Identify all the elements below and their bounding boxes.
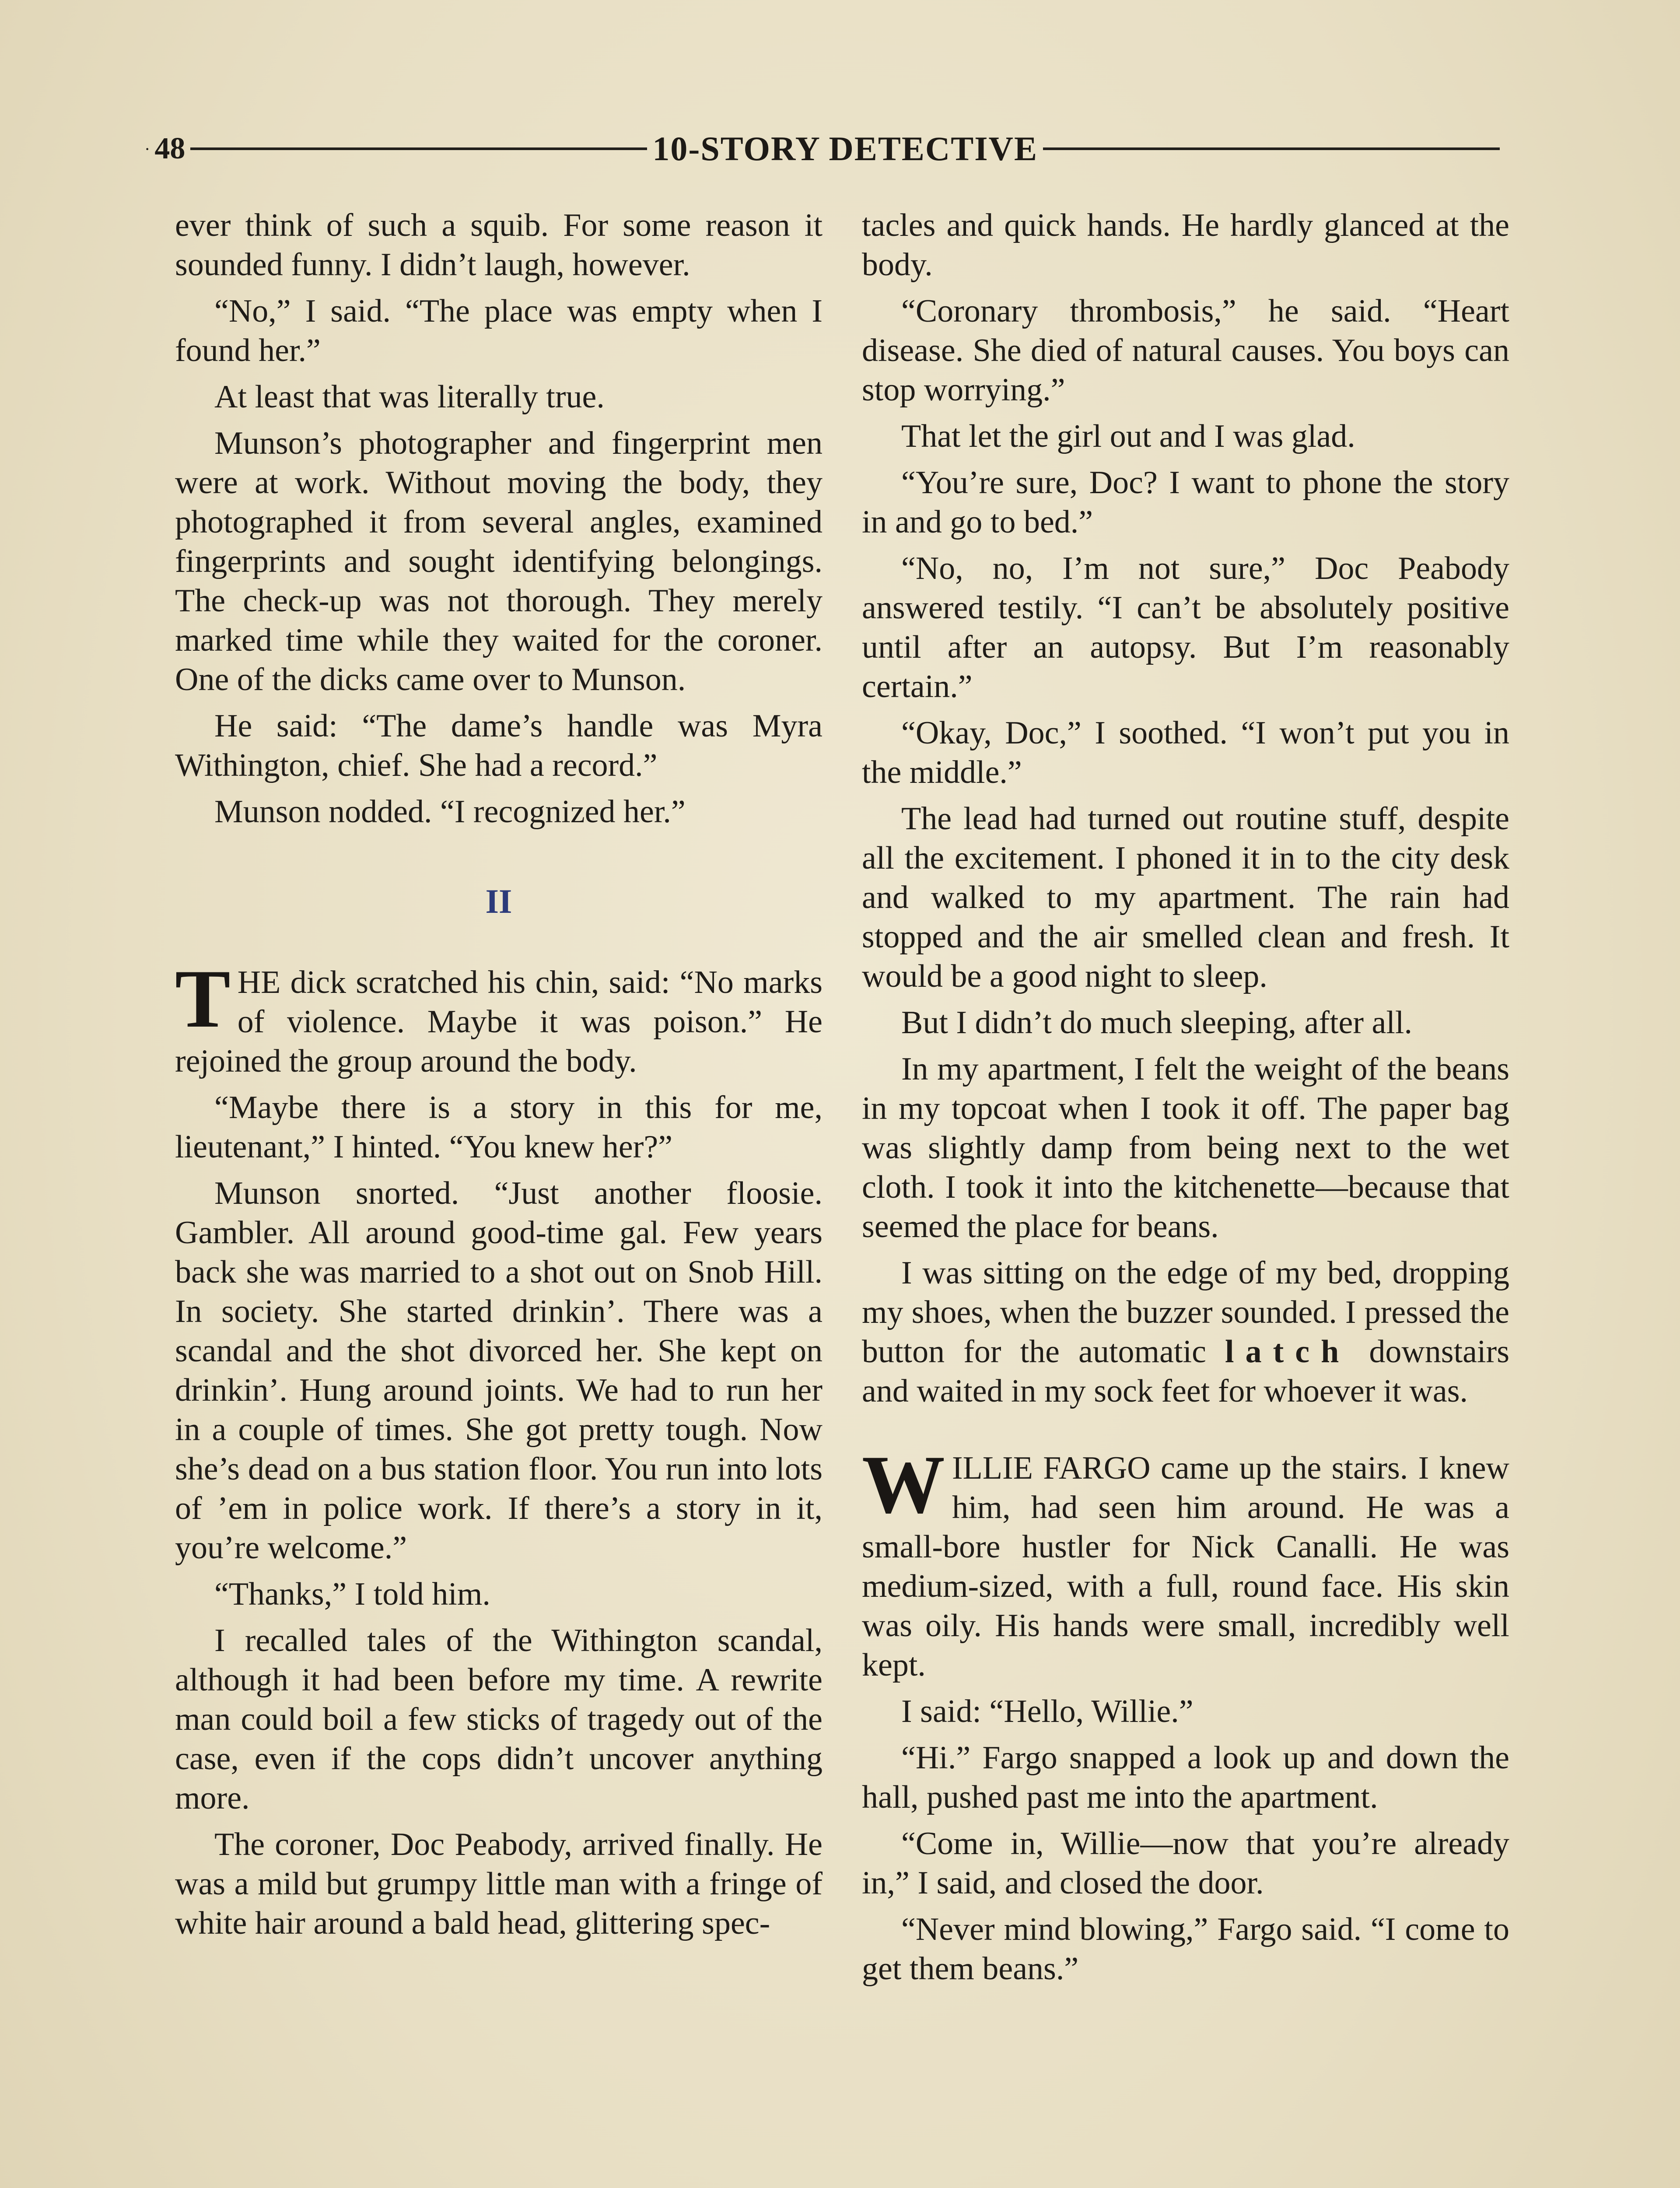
paragraph: I said: “Hello, Willie.” [901, 1694, 1194, 1729]
header-rule-left [190, 147, 647, 150]
page-number: 48 [154, 132, 186, 165]
paragraph: “Coronary thrombosis,” he said. “Heart disease. She died of natural causes. You boys can stop worrying.” [862, 293, 1509, 408]
paragraph: “Maybe there is a story in this for me, lieutenant,” I hinted. “You knew her?” [175, 1090, 822, 1165]
dropcap-paragraph [862, 1439, 1509, 1685]
paragraph: I recalled tales of the Withington scandal, although it had been before my time. A rewrite man could boil a few sticks of tragedy out of the case, even if the cops didn’t uncover anything more. [175, 1623, 822, 1816]
paragraph: “Thanks,” I told him. [214, 1576, 490, 1612]
paragraph: But I didn’t do much sleeping, after all. [901, 1005, 1412, 1041]
paragraph: “No,” I said. “The place was empty when I found her.” [175, 293, 822, 368]
latch-paragraph-start: I was sitting on the edge of my bed, dropping my shoes, when the buzzer sounded. I pressed the button for the automatic [862, 1255, 1509, 1370]
page-header [144, 125, 1505, 173]
latch-paragraph [862, 1253, 1509, 1411]
latch-paragraph-end: downstairs and waited in my sock feet for whoever it was. [862, 1334, 1509, 1409]
paragraph: That let the girl out and I was glad. [901, 418, 1355, 454]
paragraph: Munson snorted. “Just another floosie. Gambler. All around good-time gal. Few years back she was married to a shot out on Snob Hill. In society. She started drinkin’. There was a scandal and the shot divorced her. She kept on drinkin’. Hung around joints. We had to run her in a couple of times. She got pretty tough. Now she’s dead on a bus station floor. You run into lots of ’em in police work. If there’s a story in it, you’re welcome.” [175, 1175, 822, 1566]
paragraph: He said: “The dame’s handle was Myra Withington, chief. She had a record.” [175, 708, 822, 783]
paragraph: Munson’s photographer and fingerprint men were at work. Without moving the body, they photographed it from several angles, examined fingerprints and sought identifying belongings. The check-up was not thorough. They merely marked time while they waited for the coroner. One of the dicks came over to Munson. [175, 425, 822, 698]
magazine-title: 10-STORY DETECTIVE [652, 130, 1038, 168]
paragraph: In my apartment, I felt the weight of the beans in my topcoat when I took it off. The paper bag was slightly damp from being next to the wet cloth. I took it into the kitchenette—because that seemed the place for beans. [862, 1051, 1509, 1245]
paragraph: The coroner, Doc Peabody, arrived finally. He was a mild but grumpy little man with a fringe of white hair around a bald head, glittering spec- [175, 1827, 822, 1941]
paragraph: tacles and quick hands. He hardly glanced at the body. [862, 207, 1509, 283]
latch-word: latch [1225, 1334, 1351, 1370]
paragraph: Munson nodded. “I recognized her.” [214, 794, 686, 830]
right-column [862, 206, 1509, 1995]
dropcap-paragraph [175, 953, 822, 1081]
paragraph: “You’re sure, Doc? I want to phone the story in and go to bed.” [862, 465, 1509, 540]
drop-cap: T [175, 953, 231, 1045]
paragraph: ever think of such a squib. For some reason it sounded funny. I didn’t laugh, however. [175, 207, 822, 283]
section-break [862, 1418, 1509, 1448]
drop-cap: W [862, 1439, 945, 1531]
header-dot: · [144, 139, 150, 159]
paragraph: “Okay, Doc,” I soothed. “I won’t put you in the middle.” [862, 715, 1509, 790]
paragraph: At least that was literally true. [214, 379, 605, 415]
paragraph: “Hi.” Fargo snapped a look up and down the hall, pushed past me into the apartment. [862, 1740, 1509, 1815]
section-number: II [485, 882, 512, 920]
paragraph: The lead had turned out routine stuff, despite all the excitement. I phoned it in to the city desk and walked to my apartment. The rain had stopped and the air smelled clean and fresh. It would be a good night to sleep. [862, 801, 1509, 994]
paragraph: “Come in, Willie—now that you’re already in,” I said, and closed the door. [862, 1826, 1509, 1901]
dropcap-paragraph-text: HE dick scratched his chin, said: “No marks of violence. Maybe it was poison.” He rejoined the group around the body. [175, 964, 822, 1079]
header-rule-right [1043, 147, 1500, 150]
paragraph: “Never mind blowing,” Fargo said. “I come to get them beans.” [862, 1911, 1509, 1987]
paragraph: “No, no, I’m not sure,” Doc Peabody answered testily. “I can’t be absolutely positive until after an autopsy. But I’m reasonably certain.” [862, 551, 1509, 705]
left-column [175, 206, 822, 1950]
dropcap-paragraph-text: ILLIE FARGO came up the stairs. I knew him, had seen him around. He was a small-bore hustler for Nick Canalli. He was medium-sized, with a full, round face. His skin was oily. His hands were small, incredibly well kept. [862, 1450, 1509, 1683]
